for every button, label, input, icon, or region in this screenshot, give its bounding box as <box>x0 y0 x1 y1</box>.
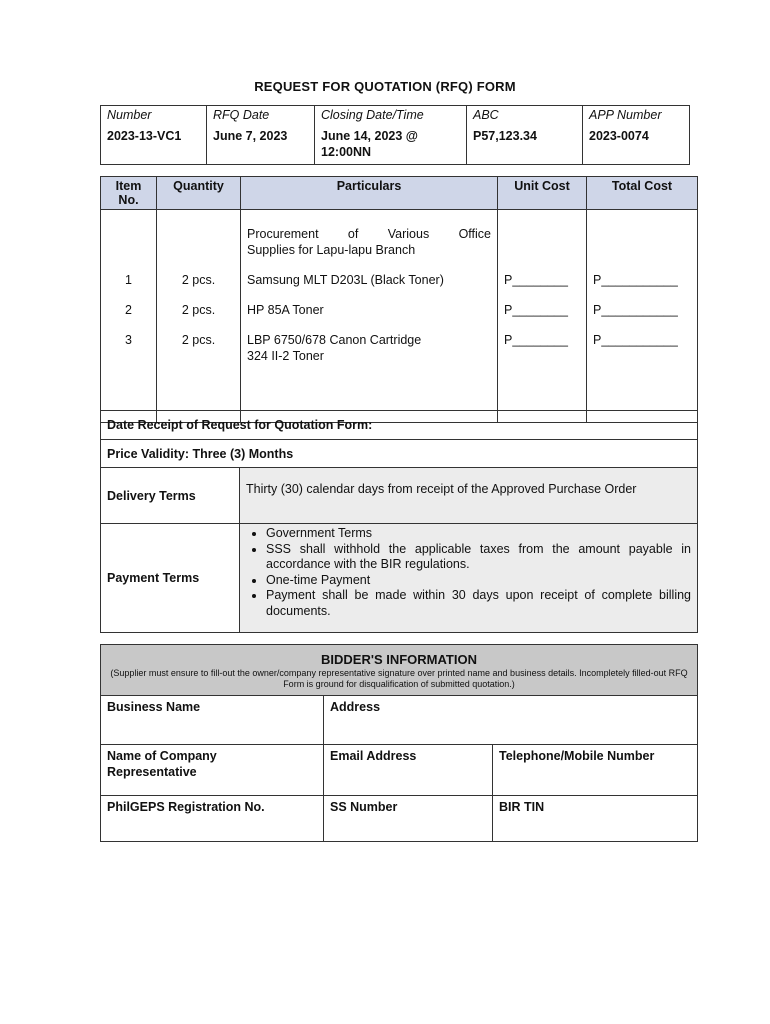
delivery-terms-value: Thirty (30) calendar days from receipt of the Approved Purchase Order <box>240 468 698 524</box>
bidder-info-header <box>101 645 698 696</box>
item-particulars <box>247 332 497 364</box>
bidder-info-note: (Supplier must ensure to fill-out the owner/company representative signature over printed name and business details. Incompletely filled-out RFQ Form is ground for disqualification of submitted quotation.) <box>110 668 688 689</box>
closing-cell <box>315 106 467 165</box>
philgeps-field[interactable]: PhilGEPS Registration No. <box>101 796 324 842</box>
abc-cell <box>467 106 583 165</box>
item-no: 2 <box>125 303 132 317</box>
rfq-date-value: June 7, 2023 <box>213 129 288 143</box>
app-number-value: 2023-0074 <box>589 129 649 143</box>
item-quantity: 2 pcs. <box>181 273 216 287</box>
quantity-header: Quantity <box>157 177 241 210</box>
total-cost-blank[interactable]: P___________ <box>593 273 678 287</box>
total-cost-blank[interactable]: P___________ <box>593 303 678 317</box>
item-particulars-line2: 324 II-2 Toner <box>247 349 324 363</box>
particulars-header: Particulars <box>241 177 498 210</box>
terms-table <box>100 410 698 633</box>
page-title: REQUEST FOR QUOTATION (RFQ) FORM <box>254 79 516 94</box>
total-cost-blank[interactable]: P___________ <box>593 333 678 347</box>
procurement-intro <box>247 226 491 258</box>
procurement-intro-line2: Supplies for Lapu-lapu Branch <box>247 243 416 257</box>
number-cell <box>101 106 207 165</box>
representative-field[interactable] <box>101 745 324 796</box>
item-no-header-line2: No. <box>118 193 139 207</box>
email-field[interactable]: Email Address <box>324 745 493 796</box>
closing-value-time: 12:00NN <box>321 145 372 159</box>
item-no: 3 <box>125 333 132 347</box>
closing-label: Closing Date/Time <box>321 108 424 122</box>
bir-tin-field[interactable]: BIR TIN <box>493 796 698 842</box>
ss-number-field[interactable]: SS Number <box>324 796 493 842</box>
rfq-date-cell <box>207 106 315 165</box>
closing-value <box>315 125 466 164</box>
number-value: 2023-13-VC1 <box>107 129 182 143</box>
payment-terms-value <box>240 524 698 633</box>
delivery-terms-label: Delivery Terms <box>101 468 240 524</box>
quantity-column <box>157 210 241 423</box>
address-field[interactable]: Address <box>324 696 698 745</box>
total-cost-column <box>587 210 698 423</box>
date-receipt-field[interactable]: Date Receipt of Request for Quotation Form: <box>101 411 698 440</box>
item-particulars: Samsung MLT D203L (Black Toner) <box>247 273 444 287</box>
unit-cost-blank[interactable]: P________ <box>504 303 568 317</box>
payment-term-item: • One-time Payment <box>266 573 691 589</box>
business-name-field[interactable]: Business Name <box>101 696 324 745</box>
bidder-info-table <box>100 644 698 842</box>
item-quantity: 2 pcs. <box>181 303 216 317</box>
unit-cost-header: Unit Cost <box>498 177 587 210</box>
price-validity: Price Validity: Three (3) Months <box>101 440 698 468</box>
closing-value-date: June 14, 2023 @ <box>321 129 418 143</box>
item-no-header-line1: Item <box>115 179 142 193</box>
telephone-field[interactable]: Telephone/Mobile Number <box>493 745 698 796</box>
payment-terms-label: Payment Terms <box>101 524 240 633</box>
payment-terms-list <box>246 526 691 619</box>
item-no: 1 <box>125 273 132 287</box>
items-table <box>100 176 698 444</box>
item-particulars: HP 85A Toner <box>247 303 324 317</box>
rfq-meta-table <box>100 105 690 165</box>
item-no-column <box>101 210 157 423</box>
unit-cost-column <box>498 210 587 423</box>
unit-cost-blank[interactable]: P________ <box>504 273 568 287</box>
abc-value: P57,123.34 <box>473 129 537 143</box>
representative-label-line2: Representative <box>107 765 197 779</box>
abc-label: ABC <box>473 108 499 122</box>
number-label: Number <box>107 108 152 122</box>
item-particulars-line1: LBP 6750/678 Canon Cartridge <box>247 333 422 347</box>
total-cost-header: Total Cost <box>587 177 698 210</box>
item-no-header <box>101 177 157 210</box>
procurement-intro-line1: Procurement of Various Office <box>247 227 491 241</box>
app-number-cell <box>583 106 690 165</box>
unit-cost-blank[interactable]: P________ <box>504 333 568 347</box>
payment-term-item: • SSS shall withhold the applicable taxes from the amount payable in accordance with the BIR regulations. <box>266 542 691 573</box>
app-number-label: APP Number <box>589 108 662 122</box>
bidder-info-title: BIDDER'S INFORMATION <box>321 652 477 667</box>
representative-label-line1: Name of Company <box>107 749 217 763</box>
payment-term-item: • Government Terms <box>266 526 691 542</box>
particulars-column <box>241 210 498 423</box>
rfq-date-label: RFQ Date <box>213 108 270 122</box>
payment-term-item: • Payment shall be made within 30 days upon receipt of complete billing documents. <box>266 588 691 619</box>
item-quantity: 2 pcs. <box>181 333 216 347</box>
